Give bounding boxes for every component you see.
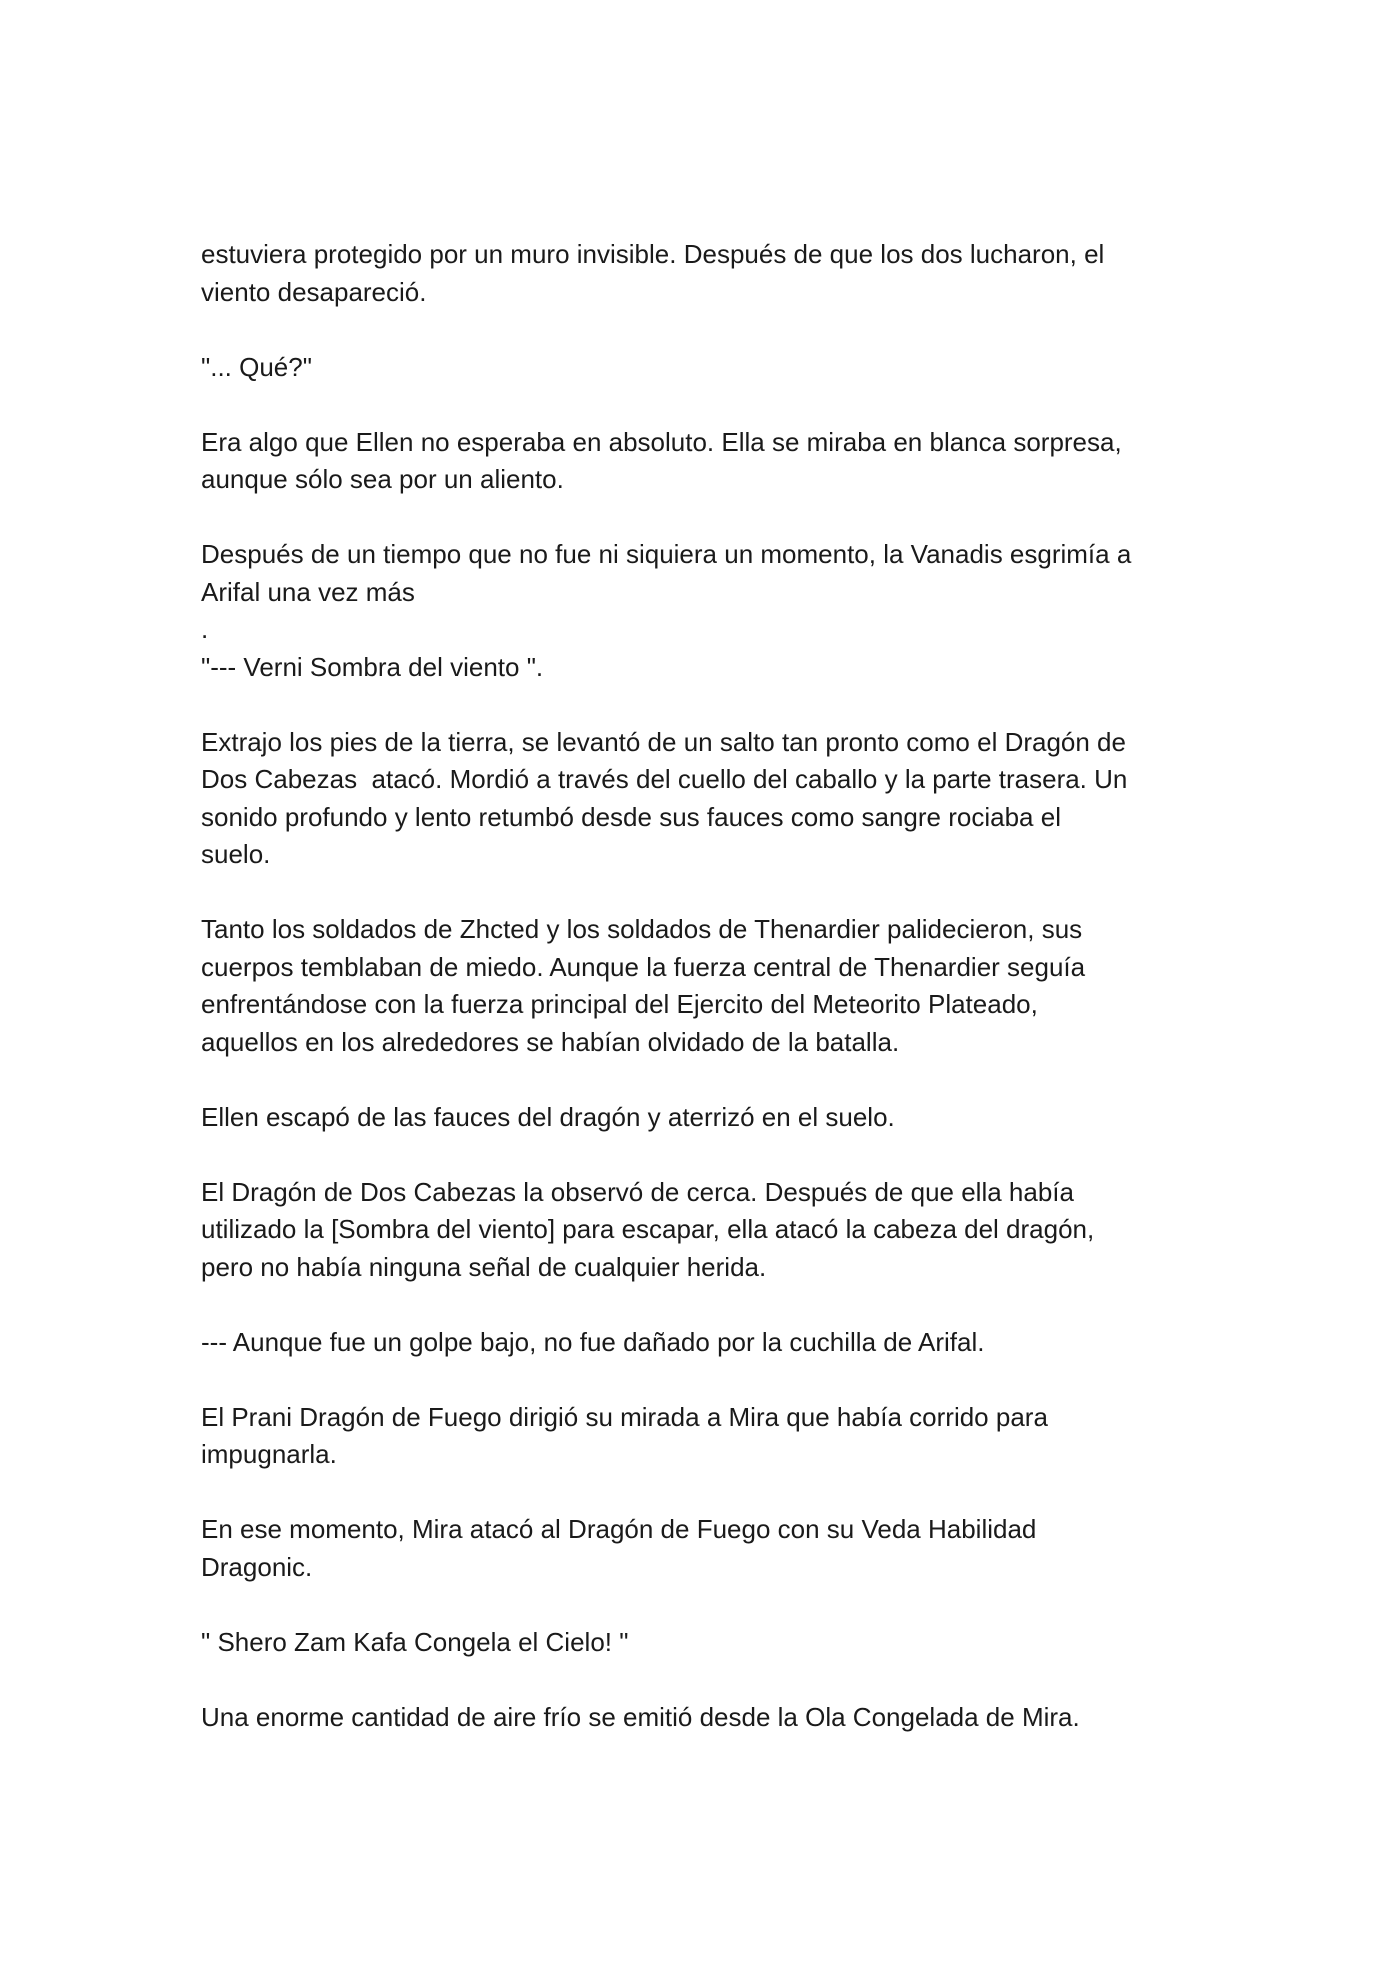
paragraph-9: --- Aunque fue un golpe bajo, no fue dañado por la cuchilla de Arifal. bbox=[201, 1326, 985, 1357]
paragraph-1: estuviera protegido por un muro invisible. Después de que los dos lucharon, el viento desapareció. bbox=[201, 239, 1105, 307]
paragraph-gap bbox=[201, 1361, 1211, 1399]
paragraph-12: " Shero Zam Kafa Congela el Cielo! " bbox=[201, 1626, 629, 1657]
paragraph-2: "... Qué?" bbox=[201, 351, 312, 382]
paragraph-gap bbox=[201, 386, 1211, 424]
paragraph-8: El Dragón de Dos Cabezas la observó de cerca. Después de que ella había utilizado la [Sombra del viento] para escapar, ella atacó la cabeza del dragón, pero no había ninguna señal de cualquier herida. bbox=[201, 1176, 1095, 1282]
paragraph-gap bbox=[201, 1286, 1211, 1324]
paragraph-7: Ellen escapó de las fauces del dragón y aterrizó en el suelo. bbox=[201, 1101, 895, 1132]
paragraph-6: Tanto los soldados de Zhcted y los soldados de Thenardier palidecieron, sus cuerpos temblaban de miedo. Aunque la fuerza central de Thenardier seguía enfrentándose con la fuerza principal del Ejercito del Meteorito Plateado, aquellos en los alrededores se habían olvidado de la batalla. bbox=[201, 914, 1086, 1057]
paragraph-5: Extrajo los pies de la tierra, se levantó de un salto tan pronto como el Dragón de Dos Cabezas atacó. Mordió a través del cuello del caballo y la parte trasera. Un sonido profundo y lento retumbó desde sus fauces como sangre rociaba el suelo. bbox=[201, 726, 1128, 869]
paragraph-11: En ese momento, Mira atacó al Dragón de Fuego con su Veda Habilidad Dragonic. bbox=[201, 1514, 1037, 1582]
paragraph-gap bbox=[201, 1061, 1211, 1099]
paragraph-gap bbox=[201, 686, 1211, 724]
paragraph-gap bbox=[201, 311, 1211, 349]
paragraph-gap bbox=[201, 1661, 1211, 1699]
paragraph-3: Era algo que Ellen no esperaba en absoluto. Ella se miraba en blanca sorpresa, aunque sólo sea por un aliento. bbox=[201, 426, 1122, 494]
paragraph-4: Después de un tiempo que no fue ni siquiera un momento, la Vanadis esgrimía a Arifal una vez más . "--- Verni Sombra del viento ". bbox=[201, 539, 1132, 682]
paragraph-gap bbox=[201, 1474, 1211, 1512]
paragraph-gap bbox=[201, 874, 1211, 912]
paragraph-gap bbox=[201, 1136, 1211, 1174]
paragraph-13: Una enorme cantidad de aire frío se emitió desde la Ola Congelada de Mira. bbox=[201, 1701, 1080, 1732]
paragraph-gap bbox=[201, 1586, 1211, 1624]
paragraph-gap bbox=[201, 499, 1211, 537]
document-body bbox=[201, 236, 1211, 1736]
paragraph-10: El Prani Dragón de Fuego dirigió su mirada a Mira que había corrido para impugnarla. bbox=[201, 1401, 1048, 1469]
